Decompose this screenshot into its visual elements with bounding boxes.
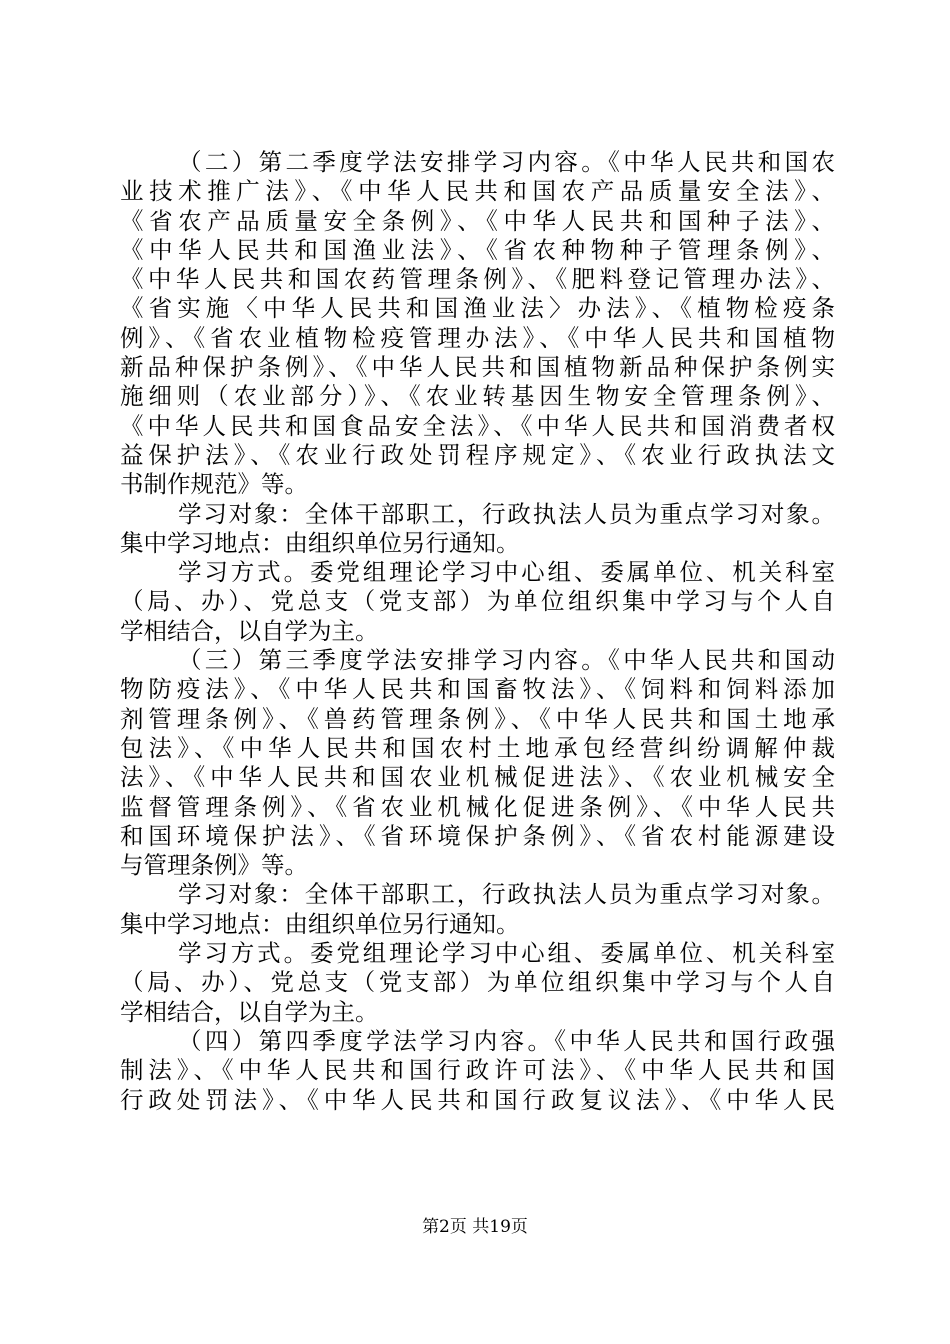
text-line: （局、办）、党总支（党支部）为单位组织集中学习与个人自 xyxy=(120,968,835,997)
text-line: 学相结合，以自学为主。 xyxy=(120,616,379,645)
page-footer: 第2页 共19页 xyxy=(422,1217,528,1237)
text-line: 学相结合，以自学为主。 xyxy=(120,997,379,1026)
text-line: 剂管理条例》、《兽药管理条例》、《中华人民共和国土地承 xyxy=(120,704,835,733)
text-line: 学习方式。委党组理论学习中心组、委属单位、机关科室 xyxy=(178,558,835,587)
text-line: 物防疫法》、《中华人民共和国畜牧法》、《饲料和饲料添加 xyxy=(120,675,835,704)
text-line: （局、办）、党总支（党支部）为单位组织集中学习与个人自 xyxy=(120,587,835,616)
document-body xyxy=(120,148,835,1115)
text-line: 学习对象：全体干部职工，行政执法人员为重点学习对象。 xyxy=(178,880,835,909)
text-line: 行政处罚法》、《中华人民共和国行政复议法》、《中华人民 xyxy=(120,1085,835,1114)
text-line: （四）第四季度学法学习内容。《中华人民共和国行政强 xyxy=(178,1026,835,1055)
text-line: 《中华人民共和国食品安全法》、《中华人民共和国消费者权 xyxy=(120,411,835,440)
text-line: 监督管理条例》、《省农业机械化促进条例》、《中华人民共 xyxy=(120,792,835,821)
text-line: 与管理条例》等。 xyxy=(120,851,308,880)
text-line: 法》、《中华人民共和国农业机械促进法》、《农业机械安全 xyxy=(120,763,835,792)
text-line: 新品种保护条例》、《中华人民共和国植物新品种保护条例实 xyxy=(120,353,835,382)
text-line: 学习方式。委党组理论学习中心组、委属单位、机关科室 xyxy=(178,939,835,968)
text-line: 集中学习地点：由组织单位另行通知。 xyxy=(120,528,520,557)
text-line: 书制作规范》等。 xyxy=(120,470,308,499)
text-line: 和国环境保护法》、《省环境保护条例》、《省农村能源建设 xyxy=(120,821,835,850)
text-line: 施细则（农业部分）》、《农业转基因生物安全管理条例》、 xyxy=(120,382,835,411)
text-line: 《中华人民共和国农药管理条例》、《肥料登记管理办法》、 xyxy=(120,265,835,294)
text-line: 《省实施〈中华人民共和国渔业法〉办法》、《植物检疫条 xyxy=(120,294,835,323)
text-line: 《省农产品质量安全条例》、《中华人民共和国种子法》、 xyxy=(120,206,835,235)
text-line: 制法》、《中华人民共和国行政许可法》、《中华人民共和国 xyxy=(120,1056,835,1085)
text-line: 包法》、《中华人民共和国农村土地承包经营纠纷调解仲裁 xyxy=(120,733,835,762)
text-line: 益保护法》、《农业行政处罚程序规定》、《农业行政执法文 xyxy=(120,440,835,469)
text-line: 例》、《省农业植物检疫管理办法》、《中华人民共和国植物 xyxy=(120,323,835,352)
text-line: 《中华人民共和国渔业法》、《省农种物种子管理条例》、 xyxy=(120,235,835,264)
text-line: 业技术推广法》、《中华人民共和国农产品质量安全法》、 xyxy=(120,177,835,206)
text-line: 学习对象：全体干部职工，行政执法人员为重点学习对象。 xyxy=(178,499,835,528)
text-line: （二）第二季度学法安排学习内容。《中华人民共和国农 xyxy=(178,148,835,176)
text-line: （三）第三季度学法安排学习内容。《中华人民共和国动 xyxy=(178,646,835,675)
text-line: 集中学习地点：由组织单位另行通知。 xyxy=(120,909,520,938)
